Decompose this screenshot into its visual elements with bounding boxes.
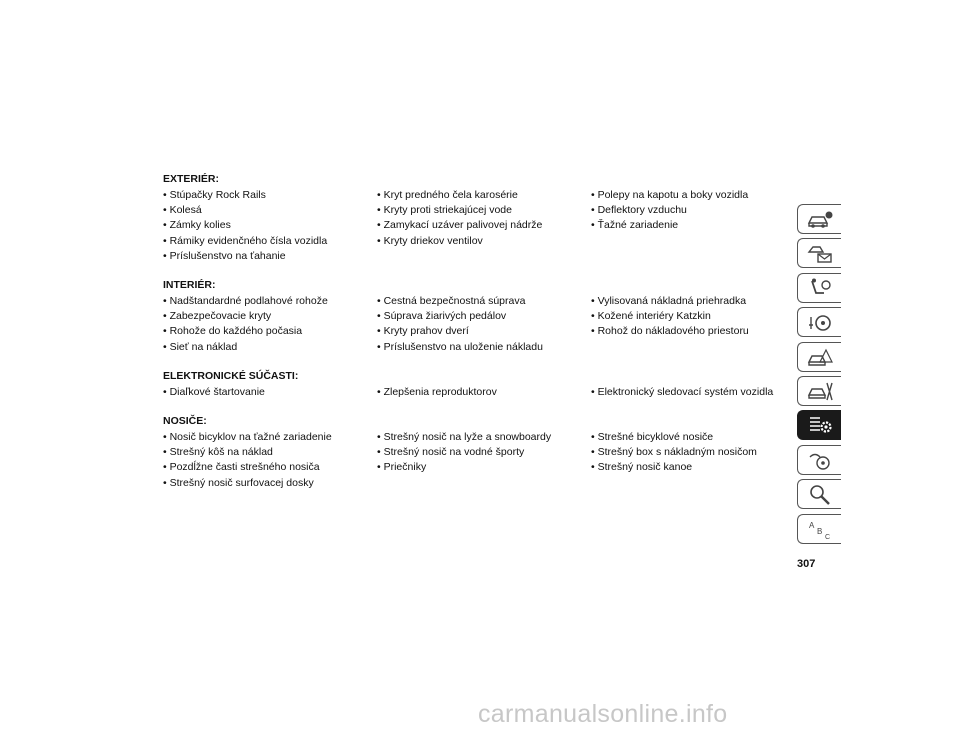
list-item: • Strešný kôš na náklad <box>163 446 273 459</box>
chapter-tabs <box>797 204 841 548</box>
list-item: • Polepy na kapotu a boky vozidla <box>591 189 749 201</box>
steering-wheel-icon <box>806 311 834 333</box>
list-item: • Stúpačky Rock Rails <box>163 189 266 201</box>
column <box>377 294 591 355</box>
section <box>163 172 803 264</box>
languages-icon <box>806 518 834 540</box>
list-item: • Rohože do každého počasia <box>163 325 303 338</box>
watermark: carmanualsonline.info <box>478 700 728 728</box>
list-item: • Nadštandardné podlahové rohože <box>163 295 328 308</box>
document-content <box>163 172 803 505</box>
list-item: • Rámiky evidenčného čísla vozidla <box>163 234 328 247</box>
list-item: • Strešný nosič kanoe <box>591 461 693 474</box>
column <box>591 188 803 264</box>
chapter-tab[interactable] <box>797 204 841 234</box>
list-item: • Zlepšenia reproduktorov <box>377 385 497 398</box>
car-info-icon <box>806 208 834 230</box>
list-item: • Príslušenstvo na ťahanie <box>163 249 286 262</box>
magnifier-icon <box>806 483 834 505</box>
column <box>163 430 377 491</box>
column <box>163 188 377 264</box>
list-item: • Nosič bicyklov na ťažné zariadenie <box>163 431 332 444</box>
section-columns <box>163 430 803 491</box>
chapter-tab[interactable] <box>797 410 841 440</box>
column <box>377 430 591 491</box>
column <box>591 430 803 491</box>
column <box>377 385 591 400</box>
chapter-tab[interactable] <box>797 479 841 509</box>
svg-text:C: C <box>824 533 830 540</box>
specs-gear-icon <box>806 414 834 436</box>
section-heading: ELEKTRONICKÉ SÚČASTI: <box>163 369 299 382</box>
section <box>163 414 803 491</box>
list-item: • Cestná bezpečnostná súprava <box>377 295 526 308</box>
list-item: • Pozdĺžne časti strešného nosiča <box>163 461 320 474</box>
list-item: • Zámky kolies <box>163 219 231 232</box>
list-item: • Kryt predného čela karosérie <box>377 189 518 201</box>
column <box>163 385 377 400</box>
car-service-tools-icon <box>806 380 834 402</box>
chapter-tab[interactable] <box>797 307 841 337</box>
column <box>591 294 803 355</box>
list-item: • Zamykací uzáver palivovej nádrže <box>377 219 543 232</box>
svg-text:B: B <box>816 526 822 536</box>
seat-airbag-icon <box>806 277 834 299</box>
chapter-tab[interactable] <box>797 273 841 303</box>
section-heading: NOSIČE: <box>163 415 207 428</box>
section-columns <box>163 188 803 264</box>
svg-text:A: A <box>808 520 814 530</box>
list-item: • Strešný box s nákladným nosičom <box>591 446 757 459</box>
column <box>163 294 377 355</box>
list-item: • Elektronický sledovací systém vozidla <box>591 385 774 398</box>
section-heading: INTERIÉR: <box>163 279 216 292</box>
list-item: • Kryty proti striekajúcej vode <box>377 204 512 217</box>
list-item: • Deflektory vzduchu <box>591 204 687 217</box>
section <box>163 369 803 400</box>
list-item: • Priečniky <box>377 461 427 474</box>
list-item: • Vylisovaná nákladná priehradka <box>591 295 747 308</box>
chapter-tab[interactable] <box>797 342 841 372</box>
section-columns <box>163 385 803 400</box>
list-item: • Kožené interiéry Katzkin <box>591 310 711 323</box>
list-item: • Strešný nosič na lyže a snowboardy <box>377 431 552 444</box>
car-crash-icon <box>806 346 834 368</box>
page-number: 307 <box>797 558 816 570</box>
section-heading: EXTERIÉR: <box>163 173 220 185</box>
list-item: • Ťažné zariadenie <box>591 219 679 232</box>
list-item: • Kryty prahov dverí <box>377 325 469 338</box>
list-item: • Strešný nosič surfovacej dosky <box>163 476 314 489</box>
section <box>163 278 803 355</box>
chapter-tab[interactable] <box>797 238 841 268</box>
list-item: • Príslušenstvo na uloženie nákladu <box>377 340 543 353</box>
list-item: • Súprava žiarivých pedálov <box>377 310 507 323</box>
chapter-tab[interactable] <box>797 514 841 544</box>
list-item: • Kolesá <box>163 204 202 217</box>
multimedia-icon <box>806 449 834 471</box>
column <box>591 385 803 400</box>
column <box>377 188 591 264</box>
list-item: • Rohož do nákladového priestoru <box>591 325 749 338</box>
list-item: • Strešné bicyklové nosiče <box>591 431 714 444</box>
chapter-tab[interactable] <box>797 445 841 475</box>
list-item: • Sieť na náklad <box>163 340 238 353</box>
list-item: • Kryty driekov ventilov <box>377 234 483 247</box>
list-item: • Diaľkové štartovanie <box>163 385 265 398</box>
list-item: • Zabezpečovacie kryty <box>163 310 272 323</box>
car-warning-mail-icon <box>806 242 834 264</box>
section-columns <box>163 294 803 355</box>
chapter-tab[interactable] <box>797 376 841 406</box>
list-item: • Strešný nosič na vodné športy <box>377 446 525 459</box>
